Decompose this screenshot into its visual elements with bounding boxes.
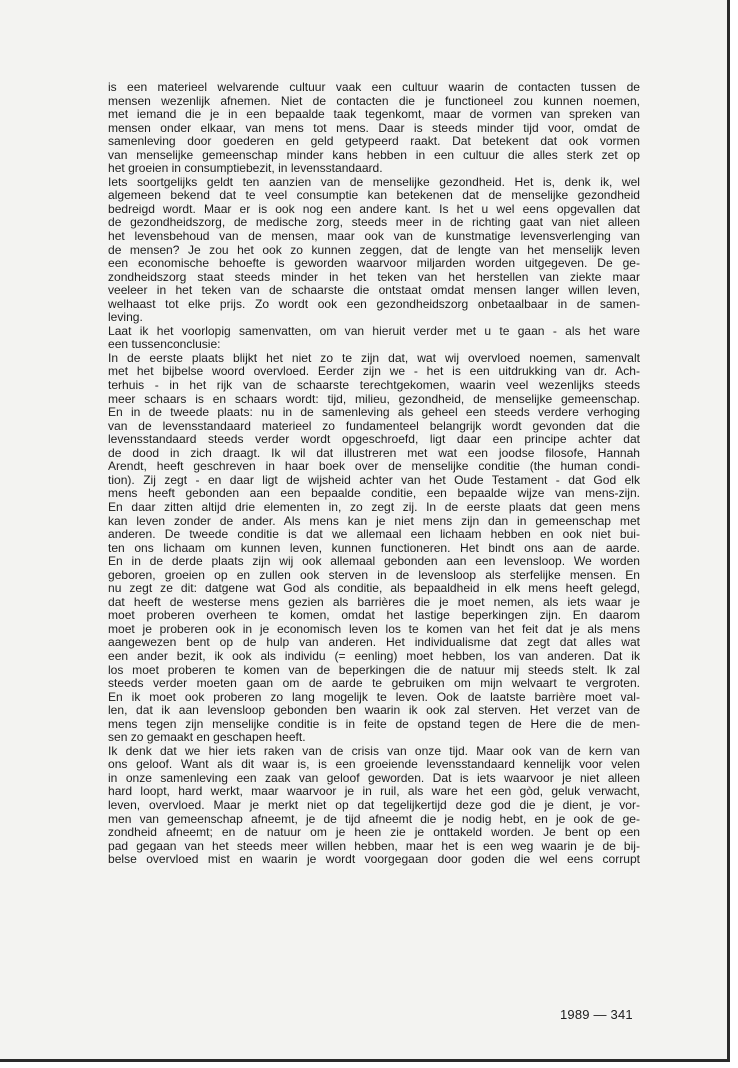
text-line: aangewezen bent op de hulp van anderen. Het individualisme dat zegt dat alles wat — [108, 635, 640, 650]
text-line: kan leven zonder de ander. Als mens kan je niet mens zijn dan in gemeenschap met — [108, 513, 640, 528]
text-line: levensstandaard steeds verder wordt opgeschroefd, ligt daar een principe achter dat — [108, 432, 640, 447]
text-line: pad gegaan van het steeds meer willen hebben, maar het is een weg waarin je de bij- — [108, 838, 640, 853]
text-line: de mensen? Je zou het ook zo kunnen zeggen, dat de lengte van het menselijk leven — [108, 242, 640, 257]
text-line: tion). Zij zegt - en daar ligt de wijsheid achter van het Oude Testament - dat God elk — [108, 472, 640, 487]
text-line: welhaast tot elke prijs. Zo wordt ook een gezondheidszorg onbetaalbaar in de samen- — [108, 296, 640, 311]
text-line: van de levensstandaard materieel zo fundamenteel belangrijk wordt gevonden dat die — [108, 418, 640, 433]
text-line: In de eerste plaats blijkt het niet zo te zijn dat, wat wij overvloed noemen, samenvalt — [108, 350, 640, 365]
text-line: mensen onder elkaar, van mens tot mens. Daar is steeds minder tijd voor, omdat de — [108, 120, 640, 135]
text-line: mensen wezenlijk afnemen. Niet de contacten die je functioneel zou kunnen noemen, — [108, 93, 640, 108]
text-line: de gezondheidszorg, de medische zorg, steeds meer in de richting gaat van niet alleen — [108, 215, 640, 230]
text-line: terhuis - in het rijk van de schaarste terechtgekomen, waarin veel wezenlijks steeds — [108, 378, 640, 393]
text-line: moet je proberen ook in je economisch leven los te komen van het feit dat je als mens — [108, 621, 640, 636]
text-line: met het bijbelse woord overvloed. Eerder zijn we - het is een uitdrukking van dr. Ach- — [108, 364, 640, 379]
body-text — [108, 81, 640, 867]
text-line: ons geloof. Want als dit waar is, is een groeiende levensstandaard kennelijk voor velen — [108, 757, 640, 772]
text-line: En in de derde plaats zijn wij ook allemaal gebonden aan een levensloop. We worden — [108, 554, 640, 569]
text-line: Ik denk dat we hier iets raken van de crisis van onze tijd. Maar ook van de kern van — [108, 743, 640, 758]
text-line: En in de tweede plaats: nu in de samenleving als geheel een steeds verdere verhoging — [108, 405, 640, 420]
text-line: algemeen bekend dat te veel consumptie kan betekenen dat de menselijke gezondheid — [108, 188, 640, 203]
text-line: Arendt, heeft geschreven in haar boek over de menselijke conditie (the human condi- — [108, 459, 640, 474]
text-line: de dood in zich draagt. Ik wil dat illustreren met wat een joodse filosofe, Hannah — [108, 445, 640, 460]
text-line: moet proberen overheen te komen, omdat het lastige beperkingen zijn. En daarom — [108, 608, 640, 623]
text-line: los moet proberen te komen van de beperkingen die de natuur mij steeds stelt. Ik zal — [108, 662, 640, 677]
text-line: hard loopt, hard werkt, maar waarvoor je in ruil, als ware het een gòd, geluk verwacht, — [108, 784, 640, 799]
text-line: mens heeft gebonden aan een bepaalde conditie, een bepaalde wijze van mens-zijn. — [108, 486, 640, 501]
text-line: een economische behoefte is geworden waarvoor miljarden worden uitgegeven. De ge- — [108, 256, 640, 271]
text-line: anderen. De tweede conditie is dat we allemaal een lichaam hebben en ook niet bui- — [108, 527, 640, 542]
text-line: het groeien in consumptiebezit, in levensstandaard. — [108, 161, 383, 176]
text-line: zondheidszorg staat steeds minder in het teken van het herstellen van ziekte maar — [108, 269, 640, 284]
text-line: len, dat ik aan levensloop gebonden ben waarin ik ook zal sterven. Het verzet van de — [108, 703, 640, 718]
text-line: is een materieel welvarende cultuur vaak een cultuur waarin de contacten tussen de — [108, 80, 640, 94]
text-line: samenleving door goederen en geld getypeerd raakt. Dat betekent dat ook vormen — [108, 134, 640, 149]
text-line: een ander bezit, ik ook als individu (= eenling) moet hebben, los van anderen. Dat ik — [108, 648, 640, 663]
text-line: met iemand die je in een bepaalde taak tegenkomt, maar de vormen van spreken van — [108, 107, 640, 122]
text-line: zondheid afneemt; en de natuur om je heen zie je onttakeld worden. Je bent op een — [108, 825, 640, 840]
text-line: steeds verder moeten gaan om de aarde te gebruiken om mijn welvaart te vergroten. — [108, 676, 640, 691]
text-line: in onze samenleving een zaak van geloof geworden. Dat is iets waarvoor je niet alleen — [108, 770, 640, 785]
text-line: nu zegt ze dit: datgene wat God als conditie, als bepaaldheid in elk mens heeft gelegd, — [108, 581, 640, 596]
text-line: leven, overvloed. Maar je merkt niet op dat tegelijkertijd deze god die je dient, je vor- — [108, 797, 640, 812]
text-line: veeleer in het teken van de schaarste die ontstaat omdat mensen langer willen leven, — [108, 283, 640, 298]
text-line: geboren, groeien op en zullen ook sterven in de levensloop als sterfelijke mensen. En — [108, 567, 640, 582]
text-line: Laat ik het voorlopig samenvatten, om van hieruit verder met u te gaan - als het ware — [108, 323, 640, 338]
text-line: dat heeft de westerse mens gezien als barrières die je moet nemen, als iets waar je — [108, 594, 640, 609]
text-line: bedreigd wordt. Maar er is ook nog een andere kant. Is het u wel eens opgevallen dat — [108, 201, 640, 216]
text-line: leving. — [108, 310, 143, 325]
text-line: Iets soortgelijks geldt ten aanzien van de menselijke gezondheid. Het is, denk ik, wel — [108, 174, 640, 189]
text-line: ten ons lichaam om kunnen leven, kunnen functioneren. Het bindt ons aan de aarde. — [108, 540, 640, 555]
text-line: meer schaars is en schaars wordt: tijd, milieu, gezondheid, de menselijke gemeenschap. — [108, 391, 640, 406]
text-line: sen zo gemaakt en geschapen heeft. — [108, 730, 306, 745]
text-line: van menselijke gemeenschap minder kans hebben in een cultuur die alles sterk zet op — [108, 147, 640, 162]
text-line: het levensbehoud van de mensen, maar ook van de kunstmatige levensverlenging van — [108, 229, 640, 244]
text-line: een tussenconclusie: — [108, 337, 221, 352]
text-line: men van gemeenschap afneemt, je de tijd afneemt die je nodig hebt, en je ook de ge- — [108, 811, 640, 826]
text-line: En daar zitten altijd drie elementen in, zo zegt zij. In de eerste plaats dat geen mens — [108, 499, 640, 514]
page-number: 1989 — 341 — [560, 1007, 633, 1022]
text-line: belse overvloed mist en waarin je wordt voorgegaan door goden die wel eens corrupt — [108, 852, 640, 867]
text-line: En ik moet ook proberen zo lang mogelijk te leven. Ook de laatste barrière moet val- — [108, 689, 640, 704]
text-line: mens tegen zijn menselijke conditie is in feite de opstand tegen de Here die de men- — [108, 716, 640, 731]
